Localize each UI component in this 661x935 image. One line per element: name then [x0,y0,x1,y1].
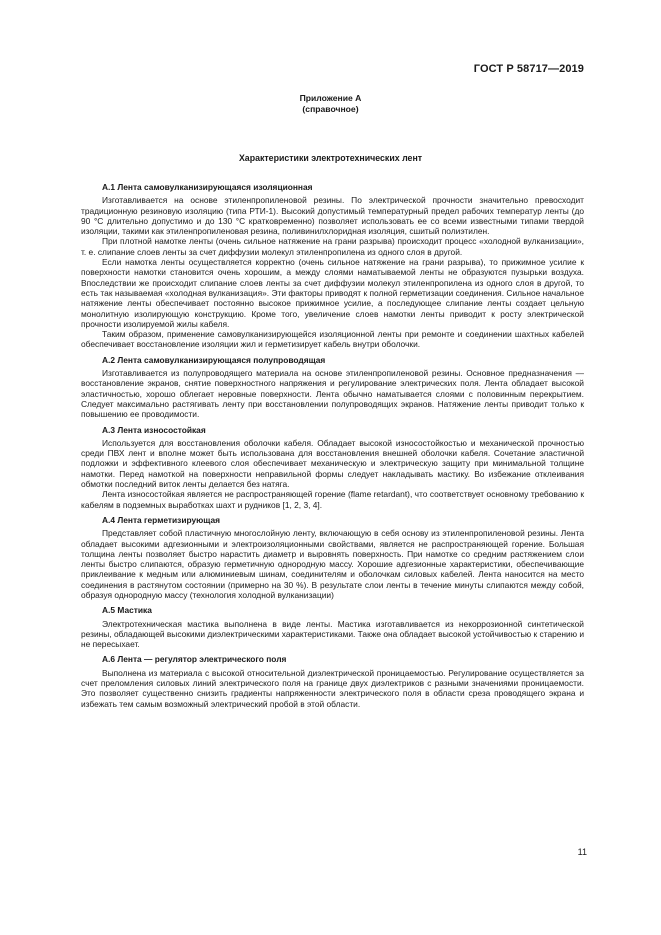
appendix-heading [0,93,661,115]
paragraph: Лента износостойкая является не распространяющей горение (flame retardant), что соответствует основному требованию к кабелям в подземных выработках шахт и рудников [1, 2, 3, 4]. [81,489,584,510]
section-heading: А.5 Мастика [102,605,152,616]
paragraph: Изготавливается на основе этиленпропиленовой резины. По электрической прочности значительно превосходит традиционную резиновую изоляцию (типа РТИ-1). Высокий допустимый температурный предел рабочих температур ленты (до 90 °С длительно допустимо и до 130 °С кратковременно) позволяет использовать ее со всеми известными типами твердой изоляции, такими как этиленпропиленовая резина, поливинилхлоридная изоляция, сшитый полиэтилен. [81,195,584,237]
appendix-title: Приложение А [299,93,362,103]
section-a4 [81,515,584,600]
paragraph: Если намотка ленты осуществляется корректно (очень сильное натяжение на грани разрыва), то прижимное усилие к поверхности намотки становится очень хорошим, а между слоями наматываемой ленты не образуются пузырьки воздуха. Впоследствии же происходит слипание слоев ленты за счет диффузии молекул этиленпропилена из одного слоя в другой, то есть так называемая «холодная вулканизация». Эти факторы приводят к полной герметизации соединения. Сильное начальное натяжение ленты обеспечивает постоянно высокое прижимное усилие, а последующее слипание ленты создает цельную монолитную изолирующую конструкцию. Кроме того, увеличение слоев намотки ленты приводит к росту электрической прочности изолируемой жилы кабеля. [81,257,584,329]
paragraph: При плотной намотке ленты (очень сильное натяжение на грани разрыва) происходит процесс «холодной вулканизации», т. е. слипание слоев ленты за счет диффузии молекул этиленпропилена из одного слоя в другой. [81,236,584,257]
document-body [81,182,584,714]
paragraph: Электротехническая мастика выполнена в виде ленты. Мастика изготавливается из некоррозионной синтетической резины, обладающей высокими диэлектрическими характеристиками. Также она обладает высокой устойчивостью к старению и не пересыхает. [81,618,585,650]
paragraph: Используется для восстановления оболочки кабеля. Обладает высокой износостойкостью и механической прочностью среди ПВХ лент и вполне может быть использована для восстановления внешней оболочки кабеля. Сочетание эластичной подложки и эффективного клеевого слоя обеспечивает механическую и электрическую защиту при минимальной толщине намотки. Перед намоткой на поверхности неправильной формы следует накладывать мастику. Во избежание отклеивания обмотки последний виток ленты делается без натяга. [81,437,584,490]
section-a1 [81,182,584,350]
section-a5 [81,605,584,649]
section-a3 [81,425,584,510]
paragraph: Представляет собой пластичную многослойную ленту, включающую в себя основу из этиленпропиленовой резины. Лента обладает высокими адгезионными и электроизоляционными свойствами, является не распространяющей горение. Большая толщина ленты позволяет быстро нарастить диаметр и выровнять поверхность. При намотке со средним растяжением слои ленты быстро слипаются, образую герметичную однородную массу. Хорошие адгезионные характеристики, обеспечивающие приклеивание к медным или алюминиевым шинам, соединителям и оболочкам силовых кабелей. Лента наносится на место соединения в растянутом состоянии (примерно на 30 %). В результате слои ленты в течение минуты слипаются между собой, образуя однородную массу (технология холодной вулканизации) [81,528,584,600]
page-number: 11 [577,847,587,857]
paragraph: Таким образом, применение самовулканизирующейся изоляционной ленты при ремонте и соединении шахтных кабелей обеспечивает восстановление изоляции жил и герметизирует кабель внутри оболочки. [81,329,584,350]
section-a2 [81,355,584,420]
section-heading: А.3 Лента износостойкая [102,424,206,435]
appendix-subtitle: (справочное) [302,104,359,114]
paragraph: Выполнена из материала с высокой относительной диэлектрической проницаемостью. Регулирование осуществляется за счет преломления силовых линий электрического поля на границе двух диэлектриков с разными значениями проницаемости. Это позволяет существенно снизить градиенты напряженности электрического поля в области среза проводящего экрана и избежать тем самым возможный электрический пробой в этой области. [81,667,584,709]
section-heading: А.4 Лента герметизирующая [102,514,221,525]
section-heading: А.2 Лента самовулканизирующаяся полупроводящая [102,354,326,365]
paragraph: Изготавливается из полупроводящего материала на основе этиленпропиленовой резины. Основное предназначения — восстановление экранов, снятие поверхностного напряжения и регулирование электрических поля. Лента обладает высокой эластичностью, хорошо облегает неровные поверхности. Лента обычно наматывается слоями с половинным перекрытием. Следует максимально растягивать ленту при восстановлении полупроводящих экранов. Натяжение ленты приводит только к повышению ее проводимости. [81,368,584,420]
section-heading: А.6 Лента — регулятор электрического поля [102,654,287,665]
section-heading: А.1 Лента самовулканизирующаяся изоляционная [102,182,313,192]
main-title: Характеристики электротехнических лент [238,153,423,163]
section-a6 [81,654,584,708]
document-number: ГОСТ Р 58717—2019 [473,63,584,75]
